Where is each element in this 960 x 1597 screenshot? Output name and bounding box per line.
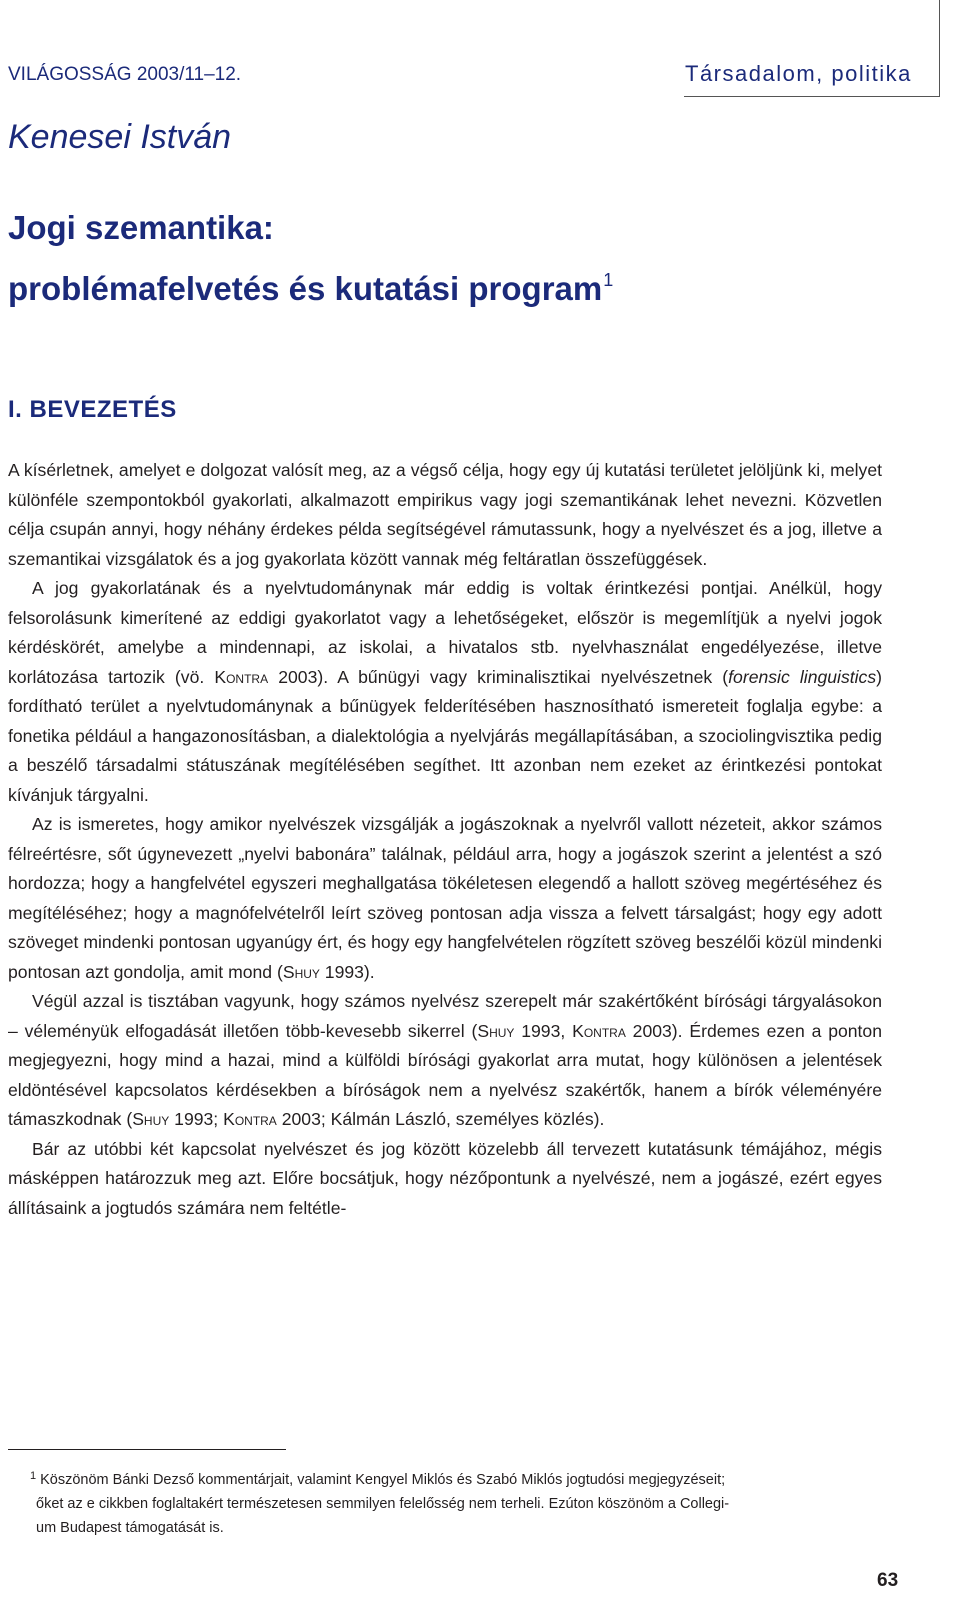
section-heading: I. BEVEZETÉS xyxy=(8,396,177,423)
footnote-line-1 xyxy=(8,1464,882,1492)
term-forensic-linguistics: forensic linguistics xyxy=(728,666,877,687)
section-label: Társadalom, politika xyxy=(685,61,912,86)
footnote xyxy=(8,1464,882,1540)
paragraph-3-text-a: Az is ismeretes, hogy amikor nyelvészek vizsgálják a jogászoknak a nyelvről vallott nézeteit, akkor számos félreértésre, sőt úgynevezett „nyelvi babonára” találnak, például arra, hogy a jogászok szerint a jelentést a szó hordozza; hogy a hangfelvétel egyszeri meghallgatása tökéletesen elegendő a hallott szöveg megértéséhez és megítéléséhez; hogy a magnófelvételről leírt szöveg pontosan adja vissza a felvett társalgást; hogy egy adott szöveget mindenki pontosan ugyanúgy ért, és hogy egy hangfelvételen rögzített szöveg beszélői közül mindenki pontosan azt gondolja, amit mond ( xyxy=(8,814,882,982)
citation-shuy: Shuy xyxy=(477,1020,515,1041)
paragraph-2-text-c: ) fordítható terület a nyelvtudománynak a bűnügyek felderítésében hasznosítható ismereteit foglalja egybe: a fonetika például a hangazonosításban, a dialektológia a nyelvjárás megállapításában, a szociolingvisztika pedig a beszélő társadalmi státuszának megítélésében segíthet. Itt azonban nem ezeket az érintkezési pontokat kívánjuk tárgyalni. xyxy=(8,666,883,805)
paragraph-3 xyxy=(8,810,882,987)
paragraph-1-text: A kísérletnek, amelyet e dolgozat valósít meg, az a végső célja, hogy egy új kutatási területet jelöljünk ki, melyet különféle szempontokból gyakorlati, alkalmazott empirikus vagy jogi szemantikának lehet nevezni. Közvetlen célja csupán annyi, hogy néhány érdekes példa segítségével rámutassunk, hogy a nyelvészet és a jog, illetve a szemantikai vizsgálatok és a jog gyakorlata között vannak még feltáratlan összefüggések. xyxy=(8,460,882,569)
header-rule-vertical xyxy=(939,0,940,97)
paragraph-4-text-b: 1993, xyxy=(514,1020,573,1041)
paragraph-4-text-d: 1993; xyxy=(169,1109,224,1129)
paragraph-2-text-a: A jog gyakorlatának és a nyelvtudománynak már eddig is voltak érintkezési pontjai. Anélkül, hogy felsorolásunk kimerítené az eddigi gyakorlatot vagy a lehetőségeket, először is megemlítjük a nyelvi jogok kérdéskörét, amelybe a mindennapi, az iskolai, a hivatalos stb. nyelvhasználat engedélyezése, illetve korlátozása tartozik (vö. xyxy=(8,578,882,687)
paragraph-3-text-b: 1993). xyxy=(319,961,375,982)
citation-shuy: Shuy xyxy=(132,1109,170,1129)
footnote-line-2: őket az e cikkben foglaltakért természetesen semmilyen felelősség nem terheli. Ezúton köszönöm a Collegi- xyxy=(36,1496,730,1512)
paragraph-1 xyxy=(8,456,882,574)
page-number: 63 xyxy=(877,1570,899,1591)
citation-kontra: Kontra xyxy=(223,1109,277,1129)
citation-kontra: Kontra xyxy=(214,666,269,687)
journal-issue: VILÁGOSSÁG 2003/11–12. xyxy=(8,64,242,85)
article-body xyxy=(8,456,882,1223)
paragraph-4-text-a: Végül azzal is tisztában vagyunk, hogy számos nyelvész szerepelt már szakértőként bírósági tárgyalásokon – véleményük elfogadását illetően több-kevesebb sikerrel ( xyxy=(8,991,882,1041)
paragraph-2-text-b: 2003). A bűnügyi vagy kriminalisztikai nyelvészetnek ( xyxy=(268,666,729,687)
title-line-2 xyxy=(8,254,613,315)
paragraph-5-text: Bár az utóbbi két kapcsolat nyelvészet és jog között közelebb áll tervezett kutatásunk témájához, mégis másképpen határozzuk meg azt. Előre bocsátjuk, hogy nézőpontunk a nyelvészé, nem a jogászé, ezért egyes állításaink a jogtudós számára nem feltétle- xyxy=(8,1138,882,1218)
author-name: Kenesei István xyxy=(8,118,232,156)
title-line-1: Jogi szemantika: xyxy=(8,209,274,246)
citation-shuy: Shuy xyxy=(282,961,320,982)
paragraph-4 xyxy=(8,987,882,1135)
paragraph-5 xyxy=(8,1135,882,1224)
citation-kontra: Kontra xyxy=(572,1020,626,1041)
footnote-number: 1 xyxy=(30,1470,37,1482)
paragraph-4-text-c: 2003). Érdemes ezen a ponton megjegyezni, hogy mind a hazai, mind a külföldi bírósági gyakorlat arra mutat, hogy különösen a jelentések eldöntésével kapcsolatos kérdésekben a bíróságok nem a nyelvész szakértők, hanem a bírók véleményére támaszkodnak ( xyxy=(8,1020,883,1129)
footnote-line-3: um Budapest támogatását is. xyxy=(36,1520,224,1536)
paragraph-4-text-e: 2003; Kálmán László, személyes közlés). xyxy=(276,1109,605,1129)
header-rule-horizontal xyxy=(684,96,940,97)
title-line-2-text: problémafelvetés és kutatási program xyxy=(8,270,603,307)
paragraph-2 xyxy=(8,574,882,810)
footnote-divider xyxy=(8,1449,286,1450)
footnote-line-1-text: Köszönöm Bánki Dezső kommentárjait, valamint Kengyel Miklós és Szabó Miklós jogtudósi megjegyzéseit; xyxy=(40,1472,726,1488)
title-footnote-mark[interactable]: 1 xyxy=(603,270,614,290)
article-title xyxy=(8,202,613,315)
